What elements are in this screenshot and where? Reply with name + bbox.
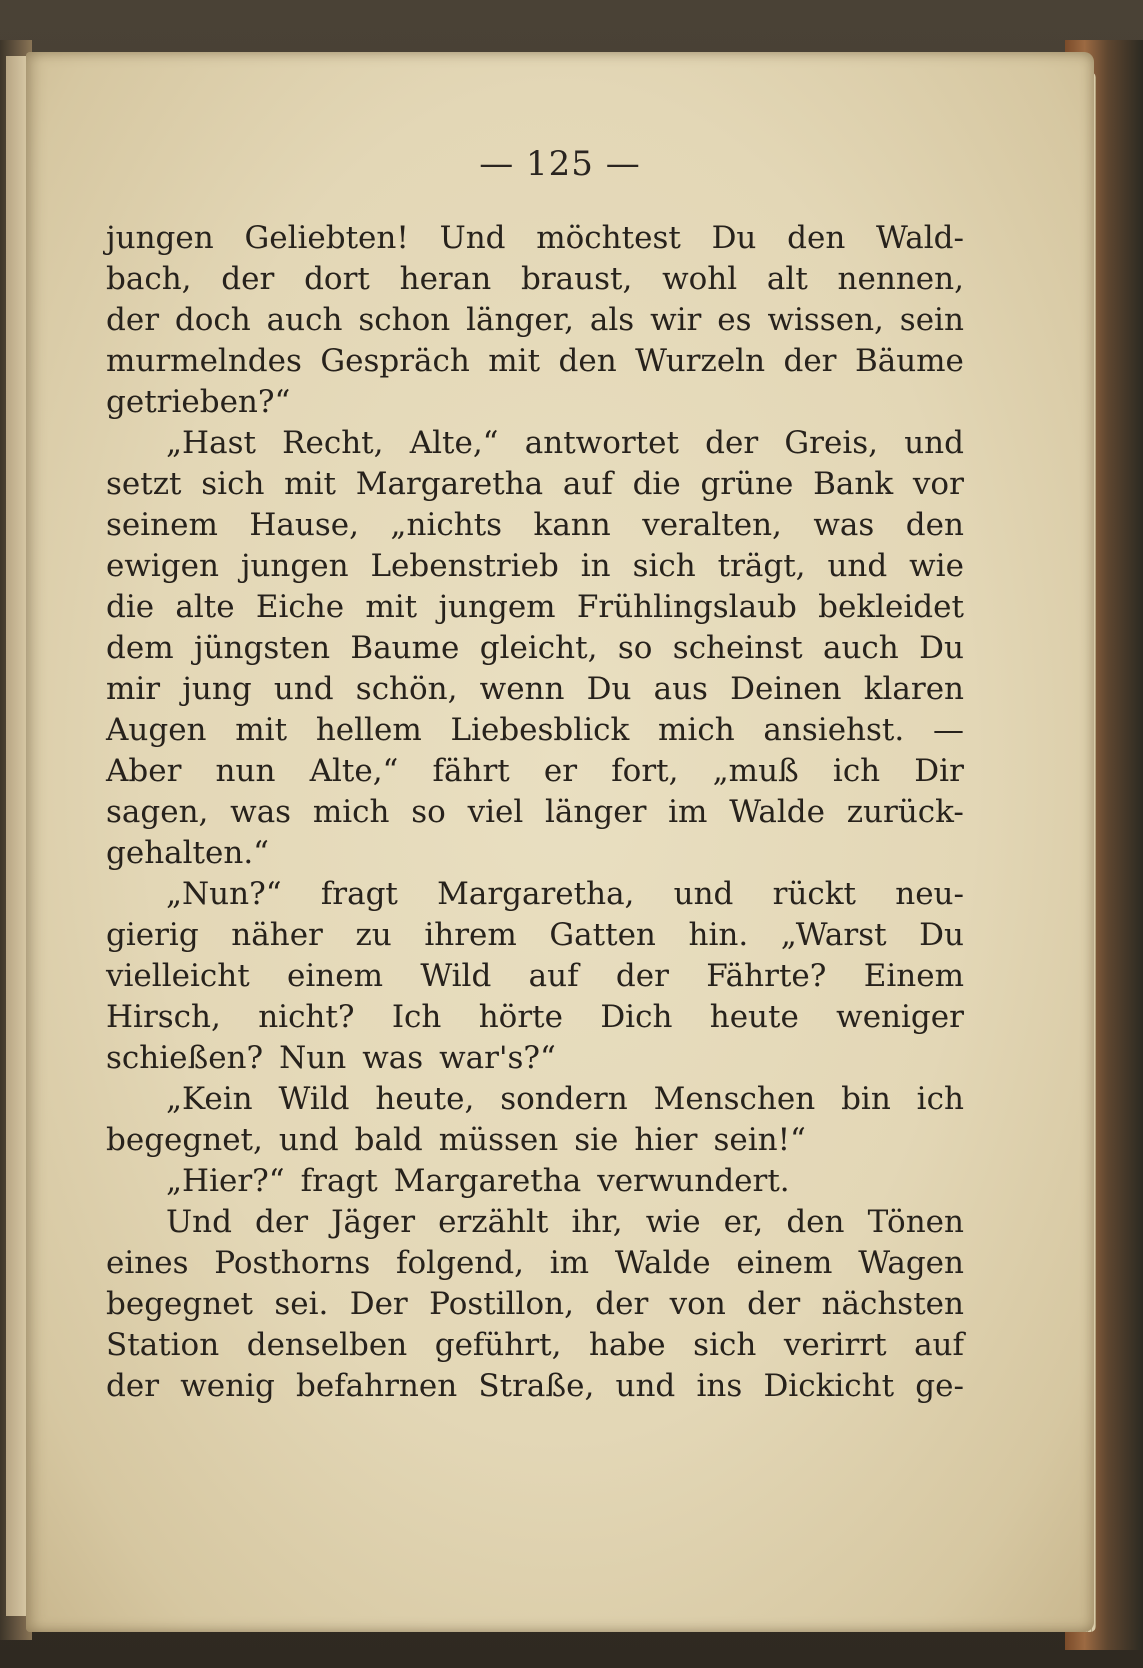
word: Augen (106, 712, 207, 748)
text-line (106, 751, 964, 792)
word: was (230, 794, 292, 830)
text-line (106, 1243, 964, 1284)
text-line (106, 628, 964, 669)
word: Bank (813, 466, 894, 502)
word: denselben (246, 1327, 408, 1363)
word: Du (919, 917, 964, 953)
word: Alte,“ (409, 425, 499, 461)
text-line (106, 956, 964, 997)
text-line (106, 546, 964, 587)
word: Straße, (478, 1368, 595, 1404)
word: gierig (106, 917, 199, 953)
word: Eiche (255, 589, 345, 625)
word: Und (166, 1204, 232, 1240)
text-line (106, 1325, 964, 1366)
word: von (669, 1286, 726, 1322)
text-line (106, 382, 964, 423)
word: Du (711, 220, 757, 256)
word: Deinen (730, 671, 842, 707)
word: Posthorns (214, 1245, 371, 1281)
word: schön, (355, 671, 458, 707)
word: Lebenstrieb (370, 548, 559, 584)
word: den (786, 1204, 845, 1240)
text-line (106, 1202, 964, 1243)
word: erzählt (438, 1204, 549, 1240)
word: mich (312, 794, 390, 830)
word: heran (399, 261, 492, 297)
word: — (933, 712, 964, 748)
text-line (106, 505, 964, 546)
word: heute, (375, 1081, 475, 1117)
word: ich (916, 1081, 964, 1117)
word: Du (586, 671, 632, 707)
word: „Nun?“ (166, 876, 282, 912)
word: klaren (863, 671, 964, 707)
word: Menschen (653, 1081, 816, 1117)
word: Margaretha (393, 1163, 582, 1199)
word: jungen (106, 220, 214, 256)
word: hörte (478, 999, 563, 1035)
word: weniger (836, 999, 964, 1035)
word: Baume (350, 630, 460, 666)
word: begegnet (106, 1286, 253, 1322)
word: rückt (772, 876, 857, 912)
word: wohl (662, 261, 738, 297)
word: mich (658, 712, 735, 748)
word: der (615, 958, 669, 994)
text-line (106, 669, 964, 710)
word: und (904, 425, 964, 461)
word: Dir (914, 753, 964, 789)
text-line (106, 1038, 964, 1079)
word: auch (266, 302, 343, 338)
word: mit (235, 712, 288, 748)
word: mit (488, 343, 541, 379)
word: der (106, 302, 160, 338)
word: sein!“ (713, 1122, 806, 1158)
word: zu (355, 917, 392, 953)
word: „Hier?“ (166, 1163, 285, 1199)
word: dem (106, 630, 174, 666)
word: trägt, (717, 548, 806, 584)
word: verirrt (783, 1327, 887, 1363)
word: fragt (320, 876, 398, 912)
word: sagen, (106, 794, 209, 830)
word: jung (182, 671, 252, 707)
word: auf (914, 1327, 964, 1363)
word: jungen (240, 548, 349, 584)
word: bald (354, 1122, 423, 1158)
text-line (106, 1284, 964, 1325)
text-line (106, 874, 964, 915)
word: nächsten (821, 1286, 964, 1322)
word: hin. (688, 917, 749, 953)
word: Gespräch (320, 343, 470, 379)
word: der (106, 1368, 160, 1404)
word: sondern (500, 1081, 628, 1117)
word: Dich (600, 999, 673, 1035)
word: in (580, 548, 611, 584)
word: möchtest (536, 220, 681, 256)
word: schon (358, 302, 451, 338)
text-line (106, 259, 964, 300)
word: „nichts (390, 507, 503, 543)
text-line (106, 915, 964, 956)
word: ge- (915, 1368, 964, 1404)
word: der (255, 1204, 309, 1240)
word: Dickicht (763, 1368, 895, 1404)
word: Wagen (858, 1245, 964, 1281)
word: und (827, 548, 888, 584)
word: wir (650, 302, 702, 338)
word: verwundert. (597, 1163, 790, 1199)
word: schießen? (106, 1040, 264, 1076)
word: so (617, 630, 653, 666)
word: im (549, 1245, 590, 1281)
word: hellem (315, 712, 422, 748)
text-line (106, 1120, 964, 1161)
word: ihrem (424, 917, 517, 953)
word: alt (766, 261, 808, 297)
book-page (26, 52, 1094, 1632)
word: sie (574, 1122, 619, 1158)
word: ewigen (106, 548, 219, 584)
word: fort, (611, 753, 679, 789)
word: habe (589, 1327, 666, 1363)
word: scheinst (672, 630, 803, 666)
word: setzt (106, 466, 182, 502)
text-line (106, 218, 964, 259)
word: aus (653, 671, 708, 707)
word: zurück- (846, 794, 964, 830)
text-line (106, 464, 964, 505)
word: nennen, (837, 261, 964, 297)
word: Recht, (282, 425, 384, 461)
word: „Hast (166, 425, 256, 461)
word: Der (349, 1286, 408, 1322)
word: Postillon, (429, 1286, 574, 1322)
word: einem (287, 958, 383, 994)
word: seinem (106, 507, 218, 543)
word: was (362, 1040, 424, 1076)
word: neu- (895, 876, 964, 912)
word: die (632, 466, 681, 502)
word: er (543, 753, 578, 789)
word: mir (106, 671, 161, 707)
word: vor (912, 466, 964, 502)
word: und (273, 671, 334, 707)
word: Walde (614, 1245, 711, 1281)
word: Nun (279, 1040, 347, 1076)
word: sich (632, 548, 696, 584)
word: Du (919, 630, 964, 666)
word: gehalten.“ (106, 835, 270, 871)
word: länger (545, 794, 647, 830)
word: Station (106, 1327, 220, 1363)
text-line (106, 587, 964, 628)
word: Walde (729, 794, 825, 830)
word: Margaretha (355, 466, 544, 502)
word: Wild (278, 1081, 350, 1117)
word: als (589, 302, 635, 338)
word: und (673, 876, 734, 912)
word: „Kein (166, 1081, 253, 1117)
word: begegnet, (106, 1122, 263, 1158)
word: eines (106, 1245, 189, 1281)
word: im (668, 794, 708, 830)
word: Tönen (867, 1204, 964, 1240)
word: grüne (700, 466, 794, 502)
word: der (595, 1286, 649, 1322)
word: dort (304, 261, 370, 297)
word: nun (215, 753, 276, 789)
word: und (615, 1368, 676, 1404)
word: „Warst (780, 917, 887, 953)
word: gleicht, (479, 630, 598, 666)
word: geführt, (434, 1327, 562, 1363)
text-line (106, 710, 964, 751)
word: einem (736, 1245, 833, 1281)
word: es (717, 302, 752, 338)
word: Aber (106, 753, 182, 789)
word: auf (562, 466, 613, 502)
word: sei. (274, 1286, 329, 1322)
word: getrieben?“ (106, 384, 291, 420)
word: jungem (438, 589, 556, 625)
word: nicht? (258, 999, 355, 1035)
word: den (558, 343, 617, 379)
word: ins (696, 1368, 743, 1404)
word: Einem (863, 958, 964, 994)
word: „muß (712, 753, 799, 789)
word: fragt (300, 1163, 378, 1199)
word: was (813, 507, 875, 543)
word: Liebesblick (450, 712, 630, 748)
word: Und (439, 220, 506, 256)
word: mit (365, 589, 418, 625)
word: war's?“ (439, 1040, 556, 1076)
word: Fährte? (706, 958, 827, 994)
word: Hause, (249, 507, 359, 543)
word: sich (201, 466, 265, 502)
word: ihr, (571, 1204, 623, 1240)
word: Wald- (876, 220, 964, 256)
word: den (905, 507, 964, 543)
word: wie (645, 1204, 701, 1240)
word: der (221, 261, 275, 297)
word: länger, (466, 302, 574, 338)
word: bach, (106, 261, 192, 297)
word: veralten, (642, 507, 782, 543)
word: viel (467, 794, 524, 830)
word: sich (693, 1327, 757, 1363)
word: kann (533, 507, 611, 543)
word: jüngsten (193, 630, 331, 666)
word: Wurzeln (635, 343, 766, 379)
word: Gatten (549, 917, 656, 953)
page-text (106, 218, 964, 1407)
word: wie (909, 548, 964, 584)
word: Wild (420, 958, 492, 994)
word: heute (709, 999, 799, 1035)
word: Frühlingslaub (576, 589, 797, 625)
word: bekleidet (818, 589, 964, 625)
word: die (106, 589, 155, 625)
word: ich (832, 753, 881, 789)
word: der (783, 343, 837, 379)
word: wenig (180, 1368, 275, 1404)
word: müssen (438, 1122, 559, 1158)
word: Hirsch, (106, 999, 221, 1035)
text-line (106, 997, 964, 1038)
text-line (106, 300, 964, 341)
word: doch (174, 302, 251, 338)
word: hier (634, 1122, 698, 1158)
word: Greis, (784, 425, 878, 461)
word: Jäger (331, 1204, 416, 1240)
page-number: — 125 — (479, 144, 641, 184)
text-line (106, 1161, 964, 1202)
word: wissen, (767, 302, 884, 338)
word: wenn (479, 671, 565, 707)
word: folgend, (396, 1245, 524, 1281)
word: Margaretha, (437, 876, 635, 912)
word: er, (723, 1204, 764, 1240)
word: braust, (520, 261, 633, 297)
word: so (411, 794, 446, 830)
word: den (787, 220, 846, 256)
text-line (106, 1079, 964, 1120)
word: mit (284, 466, 336, 502)
word: fährt (432, 753, 510, 789)
text-line (106, 423, 964, 464)
word: vielleicht (106, 958, 250, 994)
word: auf (528, 958, 579, 994)
text-line (106, 1366, 964, 1407)
word: alte (175, 589, 235, 625)
word: näher (231, 917, 323, 953)
word: Bäume (854, 343, 964, 379)
text-line (106, 341, 964, 382)
word: und (278, 1122, 339, 1158)
word: sein (899, 302, 964, 338)
word: Geliebten! (244, 220, 409, 256)
word: der (747, 1286, 801, 1322)
word: befahrnen (296, 1368, 458, 1404)
word: ansiehst. (763, 712, 905, 748)
word: murmelndes (106, 343, 302, 379)
word: auch (822, 630, 899, 666)
word: Ich (391, 999, 442, 1035)
word: bin (841, 1081, 891, 1117)
word: der (705, 425, 759, 461)
word: Alte,“ (309, 753, 399, 789)
text-line (106, 833, 964, 874)
word: antwortet (524, 425, 679, 461)
text-line (106, 792, 964, 833)
